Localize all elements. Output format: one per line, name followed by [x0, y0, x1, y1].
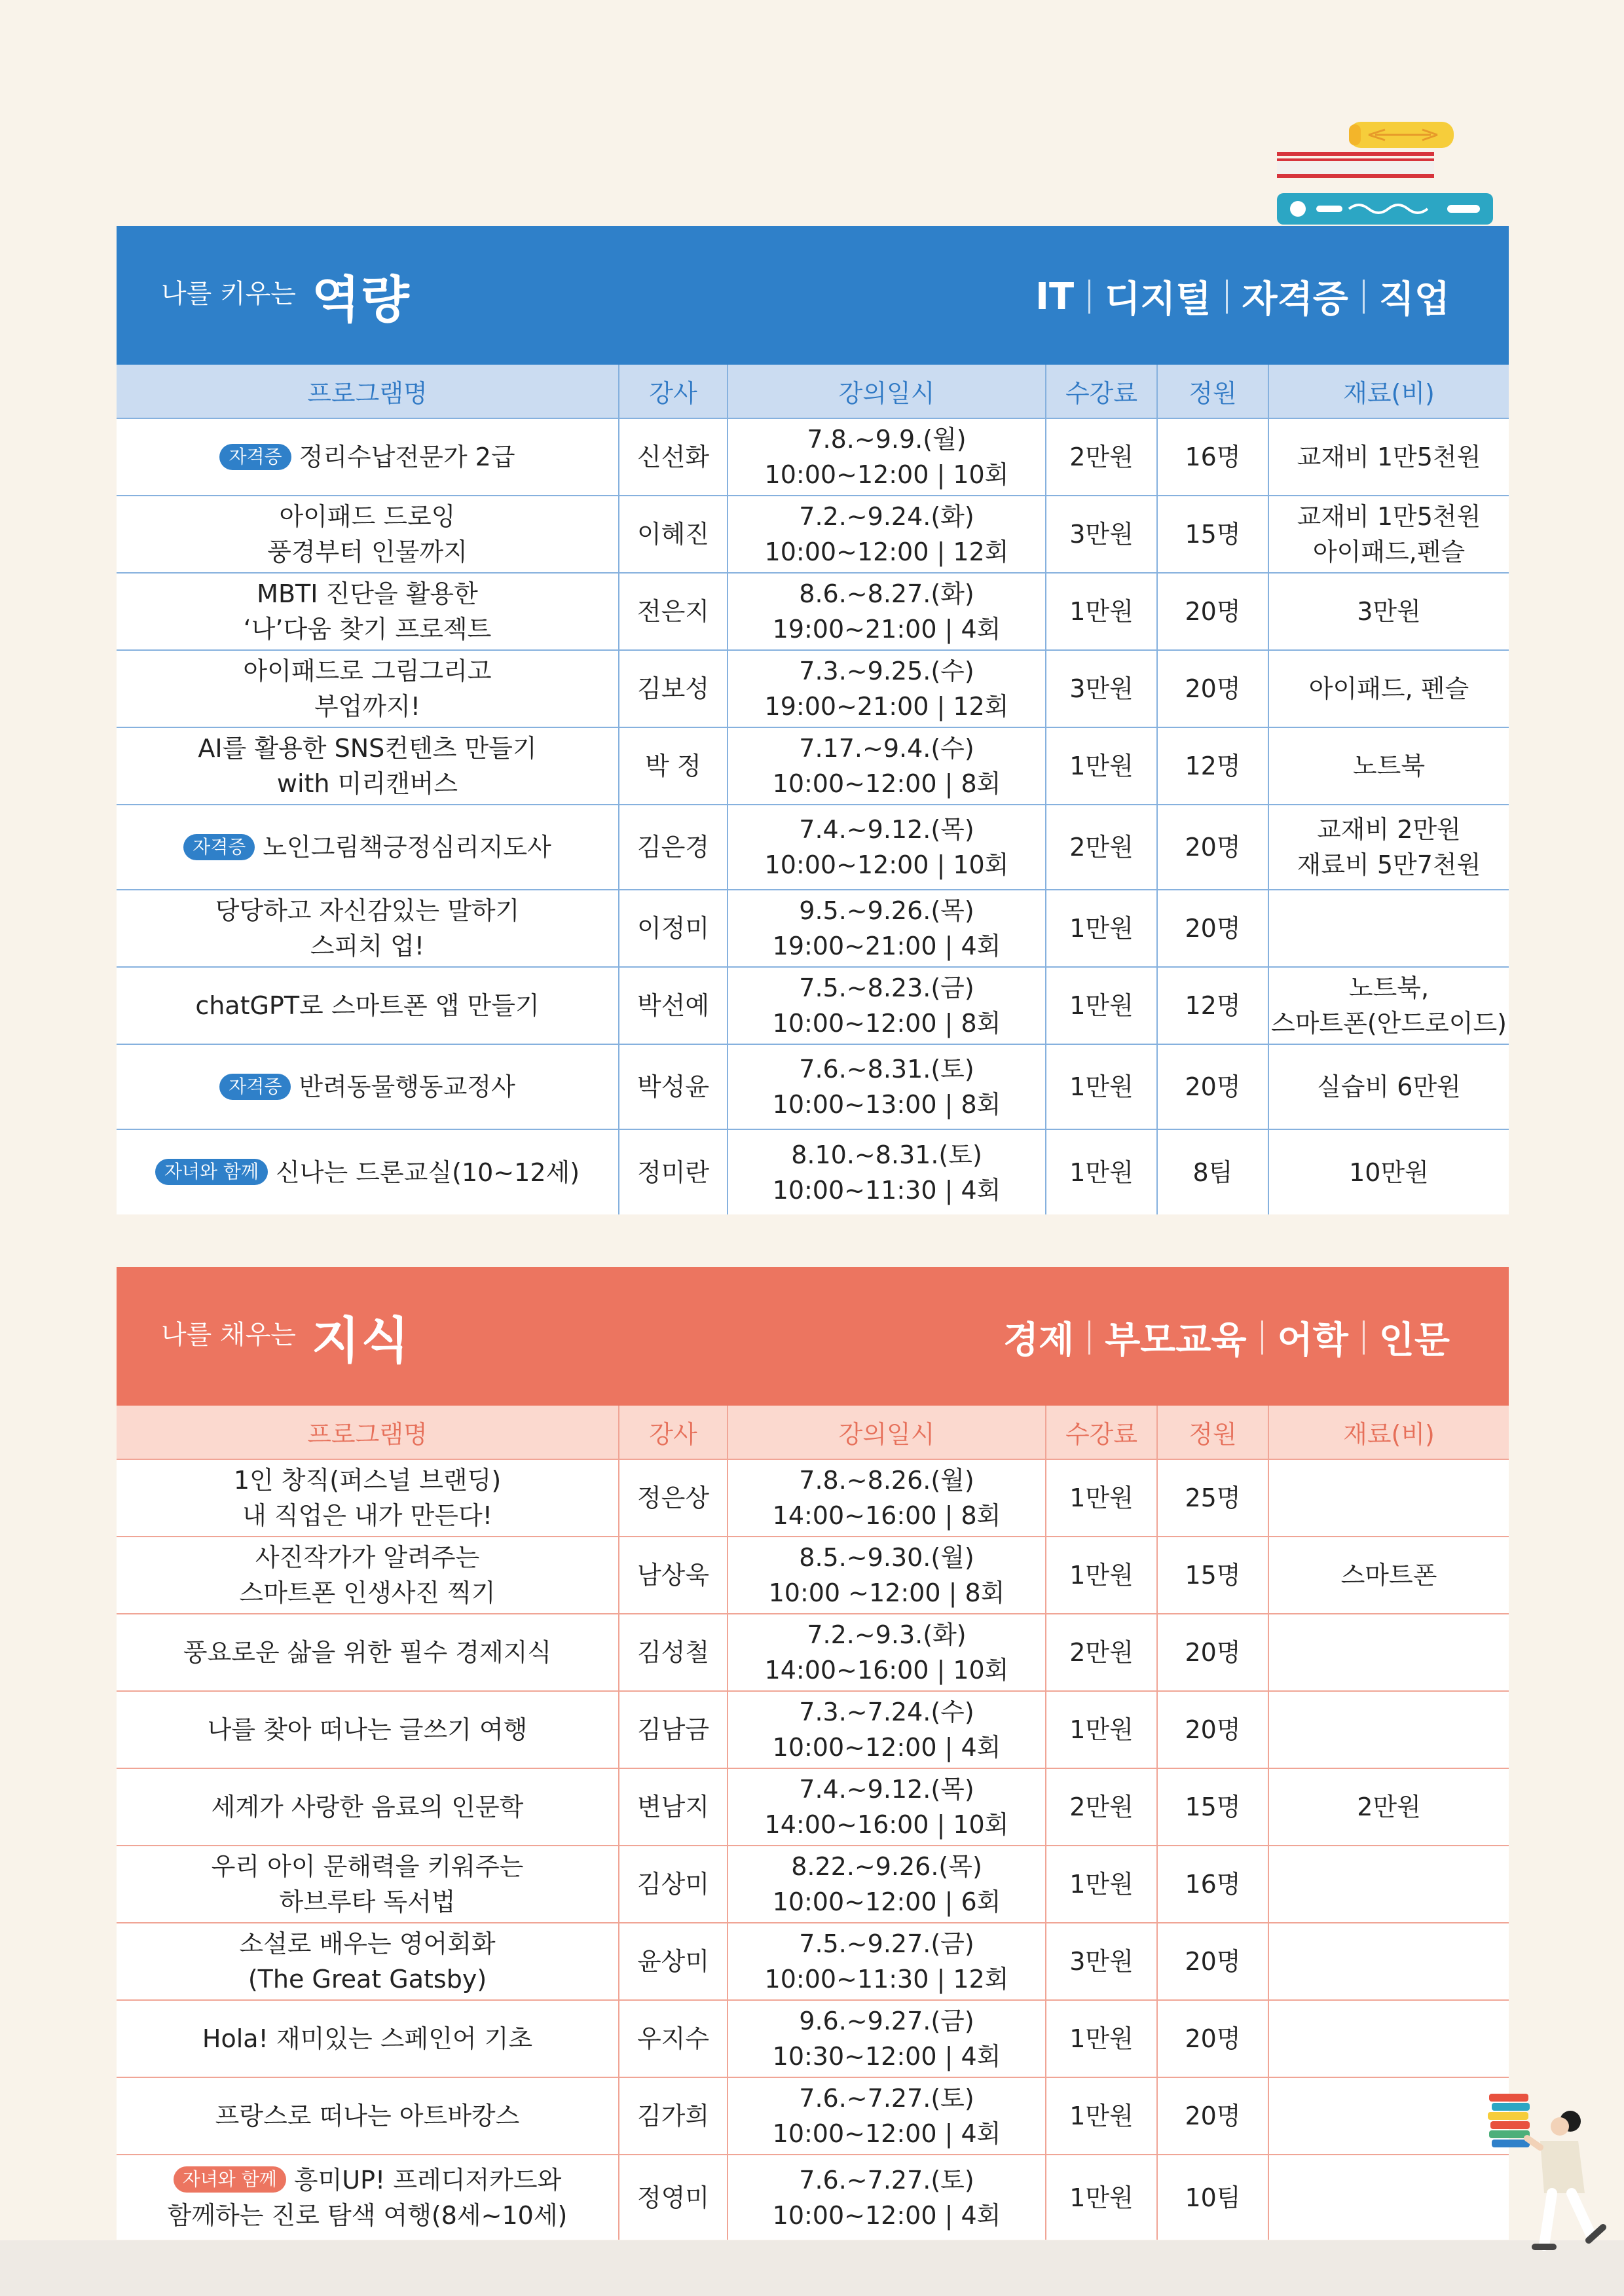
material-cell: 2만원: [1268, 1768, 1509, 1846]
instructor-cell: 박선예: [619, 967, 728, 1044]
capacity-cell: 15명: [1157, 496, 1268, 573]
header-instructor: 강사: [619, 1406, 728, 1459]
header-material: 재료(비): [1268, 365, 1509, 418]
header-capacity: 정원: [1157, 365, 1268, 418]
material-cell: [1268, 1459, 1509, 1537]
program-name: 반려동물행동교정사: [299, 1072, 515, 1101]
capacity-cell: 8팀: [1157, 1129, 1268, 1214]
datetime-cell: 7.6.~8.31.(토) 10:00~13:00 | 8회: [728, 1044, 1046, 1129]
capacity-cell: 20명: [1157, 1614, 1268, 1691]
datetime-cell: 7.17.~9.4.(수) 10:00~12:00 | 8회: [728, 727, 1046, 805]
header-material: 재료(비): [1268, 1406, 1509, 1459]
program-name: 사진작가가 알려주는 스마트폰 인생사진 찍기: [239, 1543, 496, 1607]
header-fee: 수강료: [1046, 1406, 1157, 1459]
fee-cell: 2만원: [1046, 805, 1157, 890]
program-name: AI를 활용한 SNS컨텐츠 만들기 with 미리캔버스: [198, 734, 537, 798]
material-cell: [1268, 890, 1509, 967]
table-row: [117, 1846, 1509, 1923]
material-cell: 교재비 1만5천원 아이패드,펜슬: [1268, 496, 1509, 573]
datetime-cell: 7.5.~8.23.(금) 10:00~12:00 | 8회: [728, 967, 1046, 1044]
instructor-cell: 윤상미: [619, 1923, 728, 2000]
header-datetime: 강의일시: [728, 1406, 1046, 1459]
category-label: 직업: [1378, 278, 1450, 321]
material-cell: 노트북, 스마트폰(안드로이드): [1268, 967, 1509, 1044]
program-name-cell: [117, 496, 619, 573]
program-name-cell: [117, 1614, 619, 1691]
fee-cell: 1만원: [1046, 1044, 1157, 1129]
table-header-row: [117, 1406, 1509, 1459]
datetime-cell: 8.5.~9.30.(월) 10:00 ~12:00 | 8회: [728, 1537, 1046, 1614]
program-name: 나를 찾아 떠나는 글쓰기 여행: [207, 1715, 528, 1744]
program-name-cell: [117, 727, 619, 805]
category-badge: 자격증: [219, 1074, 291, 1100]
instructor-cell: 김남금: [619, 1691, 728, 1768]
category-label: 디지털: [1105, 278, 1211, 321]
program-name-cell: [117, 1691, 619, 1768]
program-name-cell: [117, 890, 619, 967]
capacity-cell: 10팀: [1157, 2155, 1268, 2240]
instructor-cell: 김가희: [619, 2077, 728, 2155]
category-label: 인문: [1378, 1319, 1450, 1362]
datetime-cell: 7.8.~9.9.(월) 10:00~12:00 | 10회: [728, 418, 1046, 496]
fee-cell: 1만원: [1046, 1459, 1157, 1537]
capacity-cell: 15명: [1157, 1537, 1268, 1614]
program-name: 아이패드 드로잉 풍경부터 인물까지: [267, 502, 468, 566]
table-row: [117, 2077, 1509, 2155]
material-cell: 아이패드, 펜슬: [1268, 650, 1509, 727]
section-banner: [117, 1267, 1509, 1406]
material-cell: 10만원: [1268, 1129, 1509, 1214]
category-label: 어학: [1277, 1319, 1348, 1362]
section-competency: [117, 226, 1509, 1214]
datetime-cell: 9.6.~9.27.(금) 10:30~12:00 | 4회: [728, 2000, 1046, 2077]
table-row: [117, 967, 1509, 1044]
program-name-cell: [117, 1768, 619, 1846]
program-name-cell: [117, 805, 619, 890]
instructor-cell: 이혜진: [619, 496, 728, 573]
program-name: 노인그림책긍정심리지도사: [263, 833, 551, 862]
capacity-cell: 20명: [1157, 1691, 1268, 1768]
program-table: [117, 365, 1509, 1214]
category-label: 경제: [1003, 1319, 1075, 1362]
banner-categories: [989, 1311, 1464, 1364]
category-label: 자격증: [1242, 278, 1348, 321]
program-name-cell: [117, 1846, 619, 1923]
banner-subtitle: 나를 채우는: [161, 1320, 296, 1350]
capacity-cell: 16명: [1157, 418, 1268, 496]
banner-categories: [1021, 270, 1464, 323]
material-cell: 스마트폰: [1268, 1537, 1509, 1614]
capacity-cell: 25명: [1157, 1459, 1268, 1537]
capacity-cell: 20명: [1157, 2000, 1268, 2077]
instructor-cell: 박성윤: [619, 1044, 728, 1129]
table-row: [117, 2000, 1509, 2077]
table-row: [117, 1459, 1509, 1537]
table-row: [117, 2155, 1509, 2240]
fee-cell: 1만원: [1046, 967, 1157, 1044]
fee-cell: 1만원: [1046, 573, 1157, 650]
section-banner: [117, 226, 1509, 365]
fee-cell: 1만원: [1046, 1846, 1157, 1923]
fee-cell: 3만원: [1046, 1923, 1157, 2000]
fee-cell: 3만원: [1046, 650, 1157, 727]
capacity-cell: 20명: [1157, 573, 1268, 650]
section-knowledge: [117, 1267, 1509, 2240]
material-cell: 교재비 2만원 재료비 5만7천원: [1268, 805, 1509, 890]
capacity-cell: 20명: [1157, 805, 1268, 890]
capacity-cell: 20명: [1157, 2077, 1268, 2155]
table-row: [117, 1044, 1509, 1129]
datetime-cell: 7.6.~7.27.(토) 10:00~12:00 | 4회: [728, 2155, 1046, 2240]
table-row: [117, 1768, 1509, 1846]
datetime-cell: 8.22.~9.26.(목) 10:00~12:00 | 6회: [728, 1846, 1046, 1923]
material-cell: [1268, 1923, 1509, 2000]
program-name-cell: [117, 418, 619, 496]
instructor-cell: 신선화: [619, 418, 728, 496]
table-row: [117, 1129, 1509, 1214]
category-badge: 자격증: [183, 834, 255, 860]
program-table: [117, 1406, 1509, 2240]
instructor-cell: 정영미: [619, 2155, 728, 2240]
program-name-cell: [117, 1459, 619, 1537]
material-cell: [1268, 1614, 1509, 1691]
table-row: [117, 573, 1509, 650]
fee-cell: 3만원: [1046, 496, 1157, 573]
program-name: 당당하고 자신감있는 말하기 스피치 업!: [215, 896, 520, 960]
table-body: [117, 1459, 1509, 2240]
table-row: [117, 805, 1509, 890]
category-label: 부모교육: [1105, 1319, 1247, 1362]
program-name: 우리 아이 문해력을 키워주는 하브루타 독서법: [211, 1852, 524, 1916]
bottom-strip: [0, 2240, 1624, 2296]
fee-cell: 1만원: [1046, 890, 1157, 967]
table-row: [117, 1691, 1509, 1768]
table-row: [117, 727, 1509, 805]
program-name-cell: [117, 2077, 619, 2155]
material-cell: [1268, 2000, 1509, 2077]
instructor-cell: 김은경: [619, 805, 728, 890]
fee-cell: 2만원: [1046, 1614, 1157, 1691]
material-cell: [1268, 2077, 1509, 2155]
capacity-cell: 12명: [1157, 967, 1268, 1044]
header-capacity: 정원: [1157, 1406, 1268, 1459]
table-row: [117, 496, 1509, 573]
header-fee: 수강료: [1046, 365, 1157, 418]
table-row: [117, 1614, 1509, 1691]
category-badge: 자녀와 함께: [155, 1159, 268, 1185]
material-cell: 3만원: [1268, 573, 1509, 650]
program-name: Hola! 재미있는 스페인어 기초: [202, 2024, 533, 2053]
datetime-cell: 8.6.~8.27.(화) 19:00~21:00 | 4회: [728, 573, 1046, 650]
header-program: 프로그램명: [117, 1406, 619, 1459]
capacity-cell: 20명: [1157, 1923, 1268, 2000]
program-name: 풍요로운 삶을 위한 필수 경제지식: [183, 1638, 552, 1667]
material-cell: [1268, 1846, 1509, 1923]
instructor-cell: 정미란: [619, 1129, 728, 1214]
fee-cell: 1만원: [1046, 727, 1157, 805]
datetime-cell: 7.4.~9.12.(목) 14:00~16:00 | 10회: [728, 1768, 1046, 1846]
program-name: 소설로 배우는 영어회화 (The Great Gatsby): [239, 1929, 496, 1994]
program-name-cell: [117, 1044, 619, 1129]
capacity-cell: 20명: [1157, 650, 1268, 727]
fee-cell: 1만원: [1046, 1691, 1157, 1768]
program-name: 세계가 사랑한 음료의 인문학: [211, 1793, 524, 1821]
instructor-cell: 정은상: [619, 1459, 728, 1537]
instructor-cell: 김보성: [619, 650, 728, 727]
material-cell: 실습비 6만원: [1268, 1044, 1509, 1129]
instructor-cell: 박 정: [619, 727, 728, 805]
datetime-cell: 7.8.~8.26.(월) 14:00~16:00 | 8회: [728, 1459, 1046, 1537]
material-cell: 노트북: [1268, 727, 1509, 805]
program-name-cell: [117, 573, 619, 650]
fee-cell: 1만원: [1046, 2000, 1157, 2077]
datetime-cell: 7.2.~9.3.(화) 14:00~16:00 | 10회: [728, 1614, 1046, 1691]
table-row: [117, 418, 1509, 496]
datetime-cell: 7.3.~7.24.(수) 10:00~12:00 | 4회: [728, 1691, 1046, 1768]
datetime-cell: 7.6.~7.27.(토) 10:00~12:00 | 4회: [728, 2077, 1046, 2155]
datetime-cell: 7.4.~9.12.(목) 10:00~12:00 | 10회: [728, 805, 1046, 890]
table-header-row: [117, 365, 1509, 418]
program-name: 1인 창직(퍼스널 브랜딩) 내 직업은 내가 만든다!: [233, 1466, 502, 1530]
capacity-cell: 12명: [1157, 727, 1268, 805]
fee-cell: 1만원: [1046, 1537, 1157, 1614]
program-name-cell: [117, 1537, 619, 1614]
fee-cell: 1만원: [1046, 2155, 1157, 2240]
category-badge: 자격증: [219, 444, 291, 470]
fee-cell: 1만원: [1046, 2077, 1157, 2155]
capacity-cell: 16명: [1157, 1846, 1268, 1923]
header-datetime: 강의일시: [728, 365, 1046, 418]
table-row: [117, 1923, 1509, 2000]
instructor-cell: 남상욱: [619, 1537, 728, 1614]
category-label: IT: [1035, 275, 1075, 318]
header-instructor: 강사: [619, 365, 728, 418]
datetime-cell: 9.5.~9.26.(목) 19:00~21:00 | 4회: [728, 890, 1046, 967]
datetime-cell: 7.2.~9.24.(화) 10:00~12:00 | 12회: [728, 496, 1046, 573]
table-body: [117, 418, 1509, 1214]
fee-cell: 2만원: [1046, 1768, 1157, 1846]
material-cell: 교재비 1만5천원: [1268, 418, 1509, 496]
instructor-cell: 김상미: [619, 1846, 728, 1923]
banner-title: 지식: [312, 1311, 411, 1370]
capacity-cell: 20명: [1157, 890, 1268, 967]
datetime-cell: 8.10.~8.31.(토) 10:00~11:30 | 4회: [728, 1129, 1046, 1214]
person-carrying-books-icon: [1480, 2075, 1611, 2272]
capacity-cell: 20명: [1157, 1044, 1268, 1129]
instructor-cell: 우지수: [619, 2000, 728, 2077]
program-name-cell: [117, 967, 619, 1044]
material-cell: [1268, 2155, 1509, 2240]
program-name: 신나는 드론교실(10~12세): [276, 1157, 580, 1187]
program-name-cell: [117, 1923, 619, 2000]
program-name: MBTI 진단을 활용한 ‘나’다움 찾기 프로젝트: [243, 579, 492, 644]
banner-title: 역량: [312, 270, 411, 329]
program-name-cell: [117, 2155, 619, 2240]
header-program: 프로그램명: [117, 365, 619, 418]
banner-subtitle: 나를 키우는: [161, 279, 296, 309]
program-name: 정리수납전문가 2급: [299, 443, 515, 471]
program-name-cell: [117, 650, 619, 727]
instructor-cell: 전은지: [619, 573, 728, 650]
datetime-cell: 7.3.~9.25.(수) 19:00~21:00 | 12회: [728, 650, 1046, 727]
program-name-cell: [117, 2000, 619, 2077]
category-badge: 자녀와 함께: [174, 2166, 286, 2193]
datetime-cell: 7.5.~9.27.(금) 10:00~11:30 | 12회: [728, 1923, 1046, 2000]
program-name: 프랑스로 떠나는 아트바캉스: [215, 2102, 520, 2130]
book-stack-icon: [1270, 118, 1500, 229]
program-name: 흥미UP! 프레디저카드와 함께하는 진로 탐색 여행(8세~10세): [167, 2165, 568, 2230]
fee-cell: 1만원: [1046, 1129, 1157, 1214]
fee-cell: 2만원: [1046, 418, 1157, 496]
instructor-cell: 이정미: [619, 890, 728, 967]
table-row: [117, 1537, 1509, 1614]
table-row: [117, 890, 1509, 967]
instructor-cell: 변남지: [619, 1768, 728, 1846]
instructor-cell: 김성철: [619, 1614, 728, 1691]
table-row: [117, 650, 1509, 727]
program-name: 아이패드로 그림그리고 부업까지!: [243, 657, 492, 721]
capacity-cell: 15명: [1157, 1768, 1268, 1846]
program-name: chatGPT로 스마트폰 앱 만들기: [195, 991, 540, 1020]
program-name-cell: [117, 1129, 619, 1214]
material-cell: [1268, 1691, 1509, 1768]
